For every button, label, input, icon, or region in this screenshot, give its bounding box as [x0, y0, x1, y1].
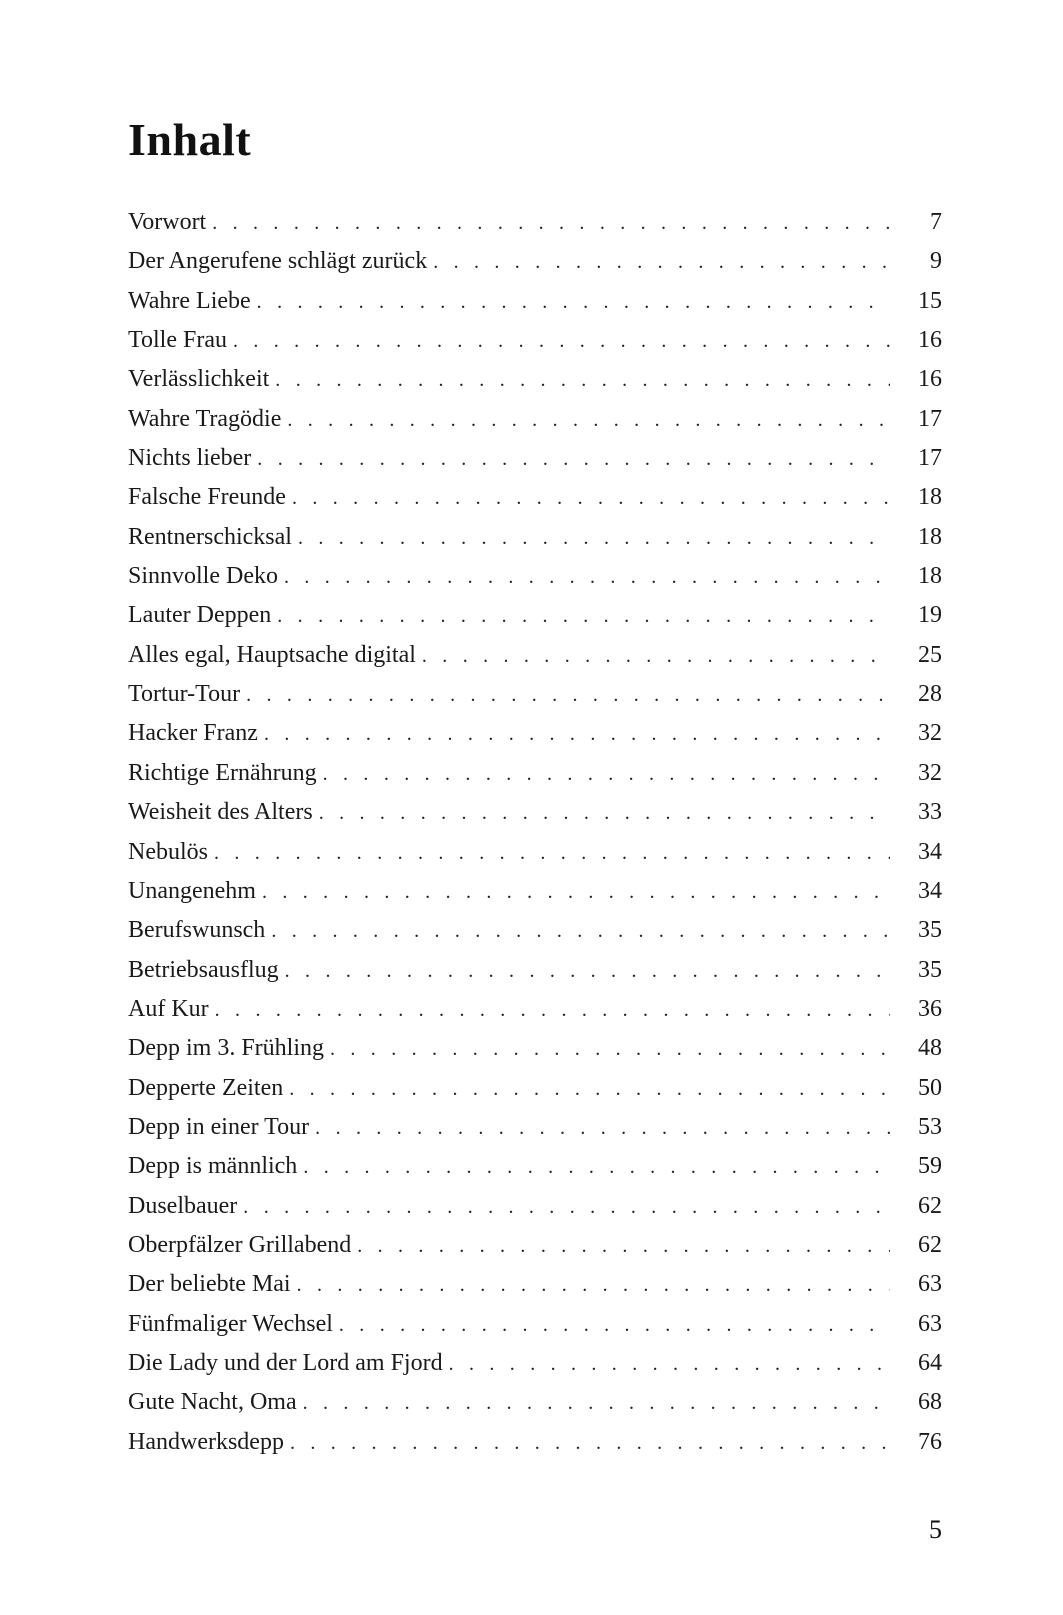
dot-leader [303, 1148, 890, 1187]
toc-entry-page: 34 [918, 877, 942, 904]
dot-leader [339, 1306, 890, 1345]
toc-entry [128, 1423, 942, 1462]
toc-entry-title: Depp in einer Tour [128, 1113, 310, 1140]
dot-leader [330, 1030, 890, 1069]
toc-entry-title: Lauter Deppen [128, 602, 272, 629]
dot-leader [277, 597, 890, 636]
toc-entry-page: 9 [930, 248, 942, 275]
dot-leader [233, 322, 890, 361]
toc-entry-page: 16 [918, 366, 942, 393]
toc-entry [128, 754, 942, 793]
dot-leader [433, 243, 890, 282]
dot-leader [289, 1070, 890, 1109]
toc-entry-page: 18 [918, 484, 942, 511]
toc-entry [128, 872, 942, 911]
toc-entry-title: Auf Kur [128, 995, 209, 1022]
toc-entry-page: 34 [918, 838, 942, 865]
toc-entry-page: 19 [918, 602, 942, 629]
toc-entry-page: 68 [918, 1389, 942, 1416]
toc-entry-page: 25 [918, 641, 942, 668]
toc-entry-title: Die Lady und der Lord am Fjord [128, 1349, 443, 1376]
toc-entry-title: Depp im 3. Frühling [128, 1035, 324, 1062]
dot-leader [285, 952, 890, 991]
toc-entry-page: 63 [918, 1271, 942, 1298]
dot-leader [271, 912, 890, 951]
toc-entry [128, 1305, 942, 1344]
dot-leader [292, 479, 890, 518]
toc-entry [128, 282, 942, 321]
toc-entry [128, 951, 942, 990]
toc-entry [128, 360, 942, 399]
toc-entry [128, 1344, 942, 1383]
toc-entry-title: Depperte Zeiten [128, 1074, 284, 1101]
toc-entry-page: 18 [918, 563, 942, 590]
dot-leader [275, 361, 890, 400]
toc-entry-title: Unangenehm [128, 877, 256, 904]
toc-entry [128, 1383, 942, 1422]
toc-entry-page: 35 [918, 956, 942, 983]
toc-entry-page: 35 [918, 917, 942, 944]
toc-entry [128, 1069, 942, 1108]
dot-leader [264, 715, 890, 754]
toc-entry-page: 62 [918, 1192, 942, 1219]
dot-leader [357, 1227, 890, 1266]
toc-entry-title: Gute Nacht, Oma [128, 1389, 297, 1416]
toc-entry-title: Richtige Ernährung [128, 759, 317, 786]
dot-leader [449, 1345, 890, 1384]
toc-entry-page: 53 [918, 1113, 942, 1140]
toc-entry [128, 1147, 942, 1186]
toc-entry-title: Der beliebte Mai [128, 1271, 291, 1298]
toc-entry [128, 557, 942, 596]
toc-entry-title: Weisheit des Alters [128, 799, 313, 826]
dot-leader [315, 1109, 890, 1148]
table-of-contents [128, 203, 942, 1462]
toc-entry [128, 636, 942, 675]
toc-entry [128, 1108, 942, 1147]
toc-entry-title: Nebulös [128, 838, 208, 865]
toc-entry-title: Berufswunsch [128, 917, 266, 944]
dot-leader [257, 440, 890, 479]
toc-entry-page: 7 [930, 209, 942, 235]
toc-entry [128, 1029, 942, 1068]
toc-entry-title: Der Angerufene schlägt zurück [128, 248, 428, 275]
toc-entry [128, 1187, 942, 1226]
toc-entry-title: Nichts lieber [128, 445, 252, 472]
toc-entry-title: Hacker Franz [128, 720, 258, 747]
toc-entry [128, 400, 942, 439]
toc-entry [128, 990, 942, 1029]
toc-entry-title: Depp is männlich [128, 1153, 298, 1180]
dot-leader [287, 401, 890, 440]
toc-entry-title: Rentnerschicksal [128, 523, 292, 550]
toc-entry [128, 1226, 942, 1265]
toc-entry-page: 17 [918, 405, 942, 432]
toc-entry-page: 32 [918, 720, 942, 747]
dot-leader [290, 1424, 890, 1463]
dot-leader [257, 283, 890, 322]
toc-entry [128, 518, 942, 557]
toc-entry-page: 16 [918, 327, 942, 354]
toc-entry-page: 59 [918, 1153, 942, 1180]
toc-entry-title: Oberpfälzer Grillabend [128, 1231, 352, 1258]
toc-entry-title: Handwerksdepp [128, 1428, 284, 1455]
toc-entry [128, 596, 942, 635]
dot-leader [323, 755, 890, 794]
toc-entry-page: 33 [918, 799, 942, 826]
toc-entry-page: 36 [918, 995, 942, 1022]
toc-entry-page: 18 [918, 523, 942, 550]
toc-entry-page: 62 [918, 1231, 942, 1258]
dot-leader [262, 873, 890, 912]
toc-entry [128, 203, 942, 242]
toc-entry [128, 242, 942, 281]
page-number: 5 [929, 1515, 942, 1544]
page-title: Inhalt [128, 114, 252, 165]
toc-entry-page: 48 [918, 1035, 942, 1062]
toc-entry-page: 64 [918, 1349, 942, 1376]
toc-entry [128, 833, 942, 872]
toc-entry-page: 63 [918, 1310, 942, 1337]
dot-leader [319, 794, 890, 833]
toc-entry-title: Tortur-Tour [128, 681, 241, 708]
toc-entry-title: Falsche Freunde [128, 484, 286, 511]
dot-leader [297, 1266, 890, 1305]
toc-entry-title: Wahre Tragödie [128, 405, 282, 432]
toc-entry [128, 321, 942, 360]
toc-entry [128, 911, 942, 950]
toc-entry [128, 1265, 942, 1304]
toc-entry-page: 17 [918, 445, 942, 472]
dot-leader [422, 637, 890, 676]
toc-entry-title: Duselbauer [128, 1192, 238, 1219]
toc-entry-page: 28 [918, 681, 942, 708]
toc-entry-page: 50 [918, 1074, 942, 1101]
dot-leader [212, 204, 890, 243]
dot-leader [298, 519, 890, 558]
toc-entry [128, 714, 942, 753]
toc-entry [128, 793, 942, 832]
dot-leader [243, 1188, 890, 1227]
toc-entry-page: 15 [918, 287, 942, 314]
toc-entry-page: 76 [918, 1428, 942, 1455]
toc-entry-title: Tolle Frau [128, 327, 227, 354]
toc-entry-title: Vorwort [128, 209, 207, 235]
toc-entry-title: Verlässlichkeit [128, 366, 270, 393]
toc-entry [128, 439, 942, 478]
dot-leader [214, 834, 890, 873]
toc-entry-title: Fünfmaliger Wechsel [128, 1310, 333, 1337]
dot-leader [284, 558, 890, 597]
toc-entry [128, 478, 942, 517]
toc-entry-page: 32 [918, 759, 942, 786]
dot-leader [246, 676, 890, 715]
toc-entry [128, 675, 942, 714]
dot-leader [303, 1384, 890, 1423]
toc-entry-title: Wahre Liebe [128, 287, 251, 314]
dot-leader [215, 991, 890, 1030]
toc-entry-title: Betriebsausflug [128, 956, 279, 983]
toc-entry-title: Alles egal, Hauptsache digital [128, 641, 416, 668]
toc-entry-title: Sinnvolle Deko [128, 563, 278, 590]
